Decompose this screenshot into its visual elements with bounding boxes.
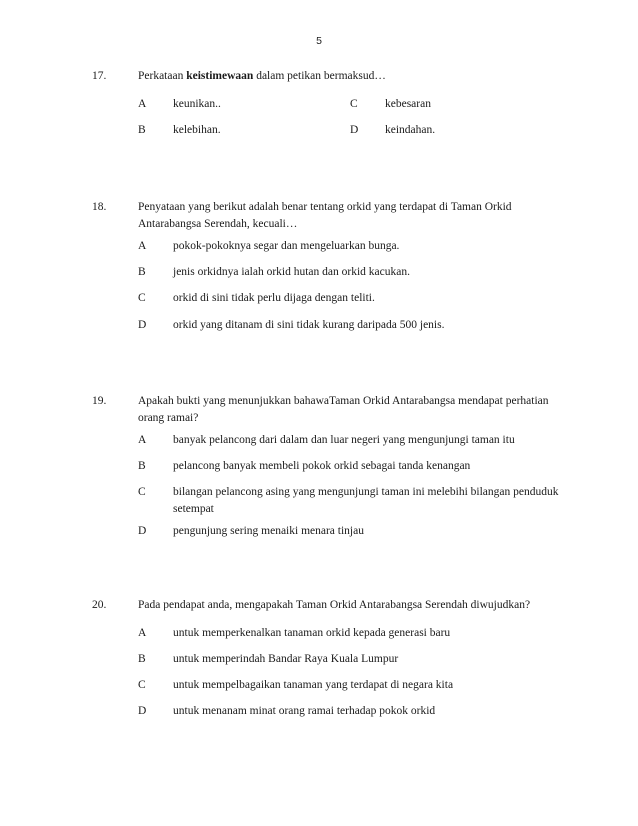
- question-number: 17.: [92, 70, 107, 82]
- question-text: Apakah bukti yang menunjukkan bahawaTaman Orkid Antarabangsa mendapat perhatian orang ramai?: [138, 395, 549, 424]
- option-text: pengunjung sering menaiki menara tinjau: [173, 525, 364, 537]
- option-text: orkid yang ditanam di sini tidak kurang daripada 500 jenis.: [173, 319, 445, 331]
- option-letter: B: [138, 653, 146, 665]
- option-letter: C: [350, 98, 358, 110]
- option-text: bilangan pelancong asing yang mengunjungi taman ini melebihi bilangan penduduk setempat: [173, 486, 559, 515]
- option-letter: D: [138, 525, 147, 537]
- option-text: untuk memperindah Bandar Raya Kuala Lumpur: [173, 653, 399, 665]
- page-number: 5: [316, 35, 322, 47]
- option-letter: B: [138, 124, 146, 136]
- question-text: [138, 68, 558, 85]
- option-text: pokok-pokoknya segar dan mengeluarkan bunga.: [173, 240, 400, 252]
- question-keyword: keistimewaan: [186, 70, 254, 82]
- option-text: banyak pelancong dari dalam dan luar negeri yang mengunjungi taman itu: [173, 434, 515, 446]
- question-text: Pada pendapat anda, mengapakah Taman Orkid Antarabangsa Serendah diwujudkan?: [138, 599, 531, 611]
- option-text: keunikan..: [173, 98, 221, 110]
- option-letter: A: [138, 627, 147, 639]
- option-text: untuk mempelbagaikan tanaman yang terdapat di negara kita: [173, 679, 454, 691]
- option-letter: A: [138, 434, 147, 446]
- option-letter: C: [138, 486, 146, 498]
- question-number: 18.: [92, 201, 107, 213]
- option-text: untuk memperkenalkan tanaman orkid kepada generasi baru: [173, 627, 451, 639]
- option-letter: A: [138, 98, 147, 110]
- option-text: kebesaran: [385, 98, 431, 110]
- option-letter: C: [138, 679, 146, 691]
- option-letter: D: [138, 705, 147, 717]
- option-letter: C: [138, 292, 146, 304]
- question-number: 20.: [92, 599, 107, 611]
- question-number: 19.: [92, 395, 107, 407]
- option-letter: B: [138, 266, 146, 278]
- option-letter: D: [350, 124, 359, 136]
- option-text: kelebihan.: [173, 124, 221, 136]
- option-text: pelancong banyak membeli pokok orkid sebagai tanda kenangan: [173, 460, 471, 472]
- option-text: orkid di sini tidak perlu dijaga dengan teliti.: [173, 292, 375, 304]
- option-letter: D: [138, 319, 147, 331]
- question-text: Penyataan yang berikut adalah benar tentang orkid yang terdapat di Taman Orkid Antarabangsa Serendah, kecuali…: [138, 201, 512, 230]
- option-letter: B: [138, 460, 146, 472]
- option-text: keindahan.: [385, 124, 436, 136]
- option-letter: A: [138, 240, 147, 252]
- option-text: untuk menanam minat orang ramai terhadap pokok orkid: [173, 705, 436, 717]
- question-text-before: Perkataan: [138, 70, 187, 82]
- option-text: jenis orkidnya ialah orkid hutan dan orkid kacukan.: [173, 266, 410, 278]
- question-text-after: dalam petikan bermaksud…: [253, 70, 386, 82]
